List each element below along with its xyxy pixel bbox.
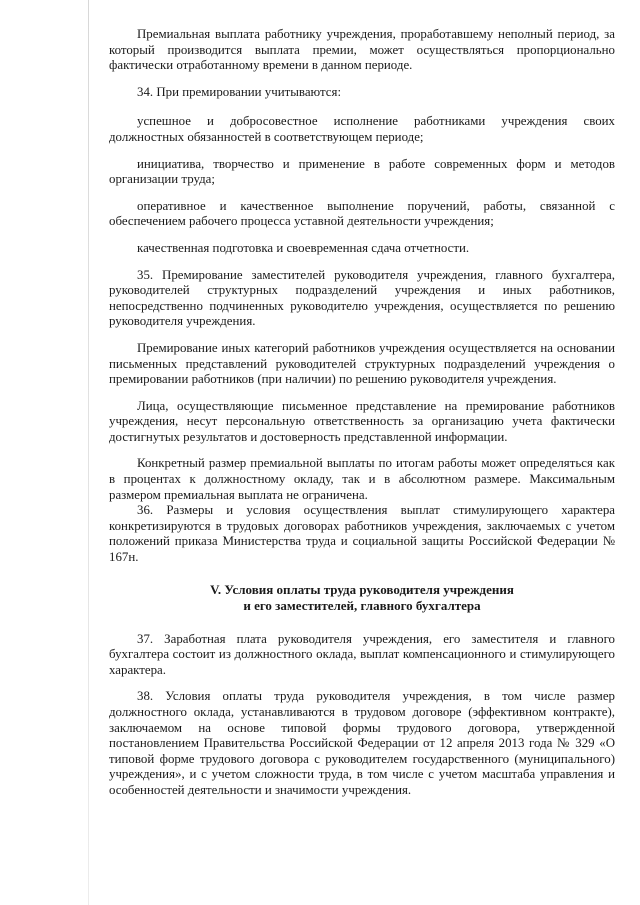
paragraph-responsibility: Лица, осуществляющие письменное представление на премирование работников учреждения, несут персональную ответственность за организацию учета фактически достигнутых результатов и достоверность представленной информации. bbox=[109, 398, 615, 444]
section-heading-line-1: V. Условия оплаты труда руководителя учреждения bbox=[210, 581, 514, 597]
document-body bbox=[109, 27, 615, 810]
paragraph-bonus-size: Конкретный размер премиальной выплаты по итогам работы может определяться как в процентах к должностному окладу, так и в абсолютном размере. Максимальным размером премиальная выплата не ограничена. bbox=[109, 456, 615, 502]
paragraph-criterion-initiative: инициатива, творчество и применение в работе современных форм и методов организации труда; bbox=[109, 156, 615, 187]
paragraph-prorated-bonus: Премиальная выплата работнику учреждения, проработавшему неполный период, за который производится выплата премии, может осуществляться пропорционально фактически отработанному времени в данном периоде. bbox=[109, 27, 615, 73]
paragraph-item-35: 35. Премирование заместителей руководителя учреждения, главного бухгалтера, руководителей структурных подразделений учреждения и иных работников, непосредственно подчиненных руководителю учреждения, осуществляется по решению руководителя учреждения. bbox=[109, 267, 615, 329]
paragraph-item-38: 38. Условия оплаты труда руководителя учреждения, в том числе размер должностного оклада, устанавливаются в трудовом договоре (эффективном контракте), заключаемом на основе типовой формы трудового договора, утвержденной постановлением Правительства Российской Федерации от 12 апреля 2013 года № 329 «О типовой форме трудового договора с руководителем государственного (муниципального) учреждения», и с учетом сложности труда, в том числе с учетом масштаба управления и особенностей деятельности и значимости учреждения. bbox=[109, 689, 615, 797]
section-heading-line-2: и его заместителей, главного бухгалтера bbox=[243, 597, 481, 613]
paragraph-item-34: 34. При премировании учитываются: bbox=[137, 84, 342, 99]
section-heading-v bbox=[109, 582, 615, 614]
paragraph-criterion-assignments: оперативное и качественное выполнение поручений, работы, связанной с обеспечением рабочего процесса уставной деятельности учреждения; bbox=[109, 198, 615, 229]
paragraph-item-36: 36. Размеры и условия осуществления выплат стимулирующего характера конкретизируются в трудовых договорах работников учреждения, заключаемых с учетом положений приказа Министерства труда и социальной защиты Российской Федерации № 167н. bbox=[109, 503, 615, 565]
paragraph-criterion-diligence: успешное и добросовестное исполнение работниками учреждения своих должностных обязанностей в соответствующем периоде; bbox=[109, 114, 615, 144]
paragraph-criterion-reporting: качественная подготовка и своевременная сдача отчетности. bbox=[137, 240, 470, 255]
scan-edge-line bbox=[88, 0, 89, 905]
paragraph-other-categories: Премирование иных категорий работников учреждения осуществляется на основании письменных представлений руководителей структурных подразделений учреждения о премировании работников (при наличии) по решению руководителя учреждения. bbox=[109, 340, 615, 387]
paragraph-item-37: 37. Заработная плата руководителя учреждения, его заместителя и главного бухгалтера состоит из должностного оклада, выплат компенсационного и стимулирующего характера. bbox=[109, 631, 615, 677]
